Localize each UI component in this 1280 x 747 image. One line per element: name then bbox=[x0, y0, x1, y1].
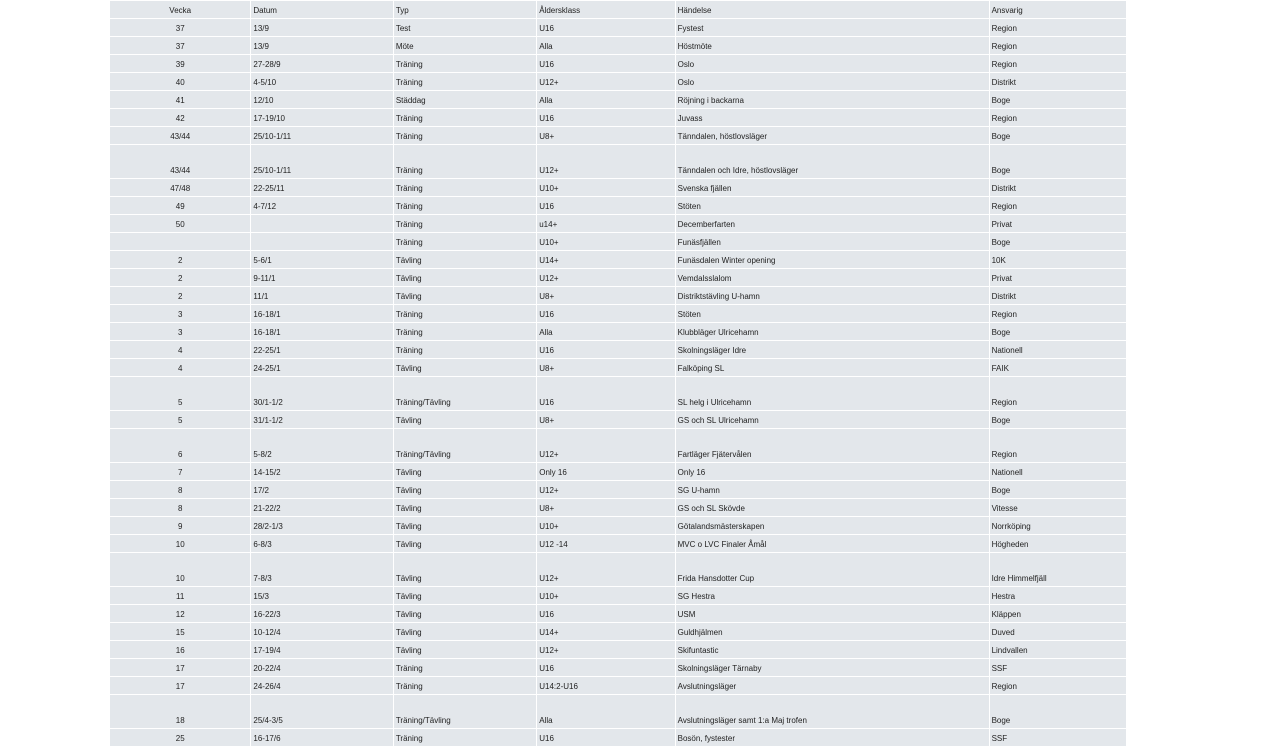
table-row bbox=[110, 37, 1126, 54]
header-handelse: Händelse bbox=[676, 1, 989, 18]
cell-handelse: Klubbläger Ulricehamn bbox=[676, 323, 989, 340]
cell-typ: Träning bbox=[394, 215, 536, 232]
cell-handelse: Avslutningsläger bbox=[676, 677, 989, 694]
cell-typ: Tävling bbox=[394, 411, 536, 428]
cell-datum: 16-17/6 bbox=[251, 729, 392, 746]
cell-ansvarig: Region bbox=[990, 55, 1126, 72]
cell-datum: 25/10-1/11 bbox=[251, 127, 392, 144]
cell-handelse: Skifuntastic bbox=[676, 641, 989, 658]
cell-handelse: SG Hestra bbox=[676, 587, 989, 604]
table-row bbox=[110, 481, 1126, 498]
cell-vecka: 8 bbox=[110, 499, 250, 516]
cell-aldersklass: Alla bbox=[537, 323, 674, 340]
cell-ansvarig: SSF bbox=[990, 659, 1126, 676]
cell-vecka: 7 bbox=[110, 463, 250, 480]
cell-datum: 4-7/12 bbox=[251, 197, 392, 214]
cell-vecka: 43/44 bbox=[110, 145, 250, 178]
cell-handelse: Svenska fjällen bbox=[676, 179, 989, 196]
cell-ansvarig: Region bbox=[990, 109, 1126, 126]
table-row bbox=[110, 145, 1126, 178]
cell-aldersklass: U8+ bbox=[537, 499, 674, 516]
table-row bbox=[110, 109, 1126, 126]
cell-vecka: 37 bbox=[110, 37, 250, 54]
cell-aldersklass: Only 16 bbox=[537, 463, 674, 480]
cell-vecka: 37 bbox=[110, 19, 250, 36]
cell-ansvarig: Boge bbox=[990, 145, 1126, 178]
cell-datum: 16-18/1 bbox=[251, 323, 392, 340]
cell-aldersklass: U8+ bbox=[537, 287, 674, 304]
table-row bbox=[110, 305, 1126, 322]
cell-handelse: Skolningsläger Tärnaby bbox=[676, 659, 989, 676]
cell-datum: 10-12/4 bbox=[251, 623, 392, 640]
table-row bbox=[110, 269, 1126, 286]
cell-typ: Träning bbox=[394, 73, 536, 90]
cell-datum: 22-25/11 bbox=[251, 179, 392, 196]
table-row bbox=[110, 553, 1126, 586]
cell-typ: Möte bbox=[394, 37, 536, 54]
cell-vecka bbox=[110, 233, 250, 250]
cell-datum: 6-8/3 bbox=[251, 535, 392, 552]
cell-aldersklass: U16 bbox=[537, 109, 674, 126]
cell-typ: Tävling bbox=[394, 251, 536, 268]
cell-handelse: Tänndalen, höstlovsläger bbox=[676, 127, 989, 144]
table-row bbox=[110, 587, 1126, 604]
cell-aldersklass: U16 bbox=[537, 19, 674, 36]
cell-aldersklass: U12+ bbox=[537, 145, 674, 178]
cell-vecka: 4 bbox=[110, 359, 250, 376]
cell-handelse: Falköping SL bbox=[676, 359, 989, 376]
schedule-table bbox=[109, 0, 1127, 747]
cell-vecka: 10 bbox=[110, 535, 250, 552]
header-aldersklass: Åldersklass bbox=[537, 1, 674, 18]
table-row bbox=[110, 197, 1126, 214]
cell-typ: Träning bbox=[394, 305, 536, 322]
table-row bbox=[110, 517, 1126, 534]
cell-ansvarig: Region bbox=[990, 19, 1126, 36]
cell-vecka: 49 bbox=[110, 197, 250, 214]
cell-typ: Träning bbox=[394, 677, 536, 694]
cell-aldersklass: U16 bbox=[537, 729, 674, 746]
cell-typ: Träning bbox=[394, 55, 536, 72]
cell-handelse: Vemdalsslalom bbox=[676, 269, 989, 286]
table-row bbox=[110, 605, 1126, 622]
cell-ansvarig: Boge bbox=[990, 695, 1126, 728]
cell-typ: Tävling bbox=[394, 269, 536, 286]
cell-handelse: Röjning i backarna bbox=[676, 91, 989, 108]
cell-typ: Träning bbox=[394, 179, 536, 196]
cell-vecka: 47/48 bbox=[110, 179, 250, 196]
cell-aldersklass: U12+ bbox=[537, 553, 674, 586]
cell-ansvarig: Boge bbox=[990, 127, 1126, 144]
cell-ansvarig: Boge bbox=[990, 233, 1126, 250]
cell-aldersklass: u14+ bbox=[537, 215, 674, 232]
cell-typ: Träning bbox=[394, 233, 536, 250]
cell-datum: 21-22/2 bbox=[251, 499, 392, 516]
cell-handelse: Skolningsläger Idre bbox=[676, 341, 989, 358]
cell-aldersklass: U16 bbox=[537, 659, 674, 676]
cell-datum: 24-25/1 bbox=[251, 359, 392, 376]
cell-vecka: 17 bbox=[110, 677, 250, 694]
cell-vecka: 5 bbox=[110, 377, 250, 410]
cell-datum: 17-19/10 bbox=[251, 109, 392, 126]
cell-vecka: 11 bbox=[110, 587, 250, 604]
cell-handelse: Funäsfjällen bbox=[676, 233, 989, 250]
cell-typ: Träning/Tävling bbox=[394, 695, 536, 728]
cell-handelse: Oslo bbox=[676, 55, 989, 72]
table-row bbox=[110, 499, 1126, 516]
header-ansvarig: Ansvarig bbox=[990, 1, 1126, 18]
cell-datum: 5-8/2 bbox=[251, 429, 392, 462]
cell-aldersklass: Alla bbox=[537, 37, 674, 54]
cell-ansvarig: Region bbox=[990, 197, 1126, 214]
schedule-sheet bbox=[109, 0, 1127, 743]
table-row bbox=[110, 323, 1126, 340]
cell-ansvarig: Högheden bbox=[990, 535, 1126, 552]
header-datum: Datum bbox=[251, 1, 392, 18]
table-row bbox=[110, 73, 1126, 90]
cell-typ: Tävling bbox=[394, 481, 536, 498]
cell-handelse: Avslutningsläger samt 1:a Maj trofen bbox=[676, 695, 989, 728]
cell-handelse: Oslo bbox=[676, 73, 989, 90]
cell-vecka: 8 bbox=[110, 481, 250, 498]
cell-ansvarig: Boge bbox=[990, 323, 1126, 340]
cell-handelse: Götalandsmästerskapen bbox=[676, 517, 989, 534]
cell-typ: Tävling bbox=[394, 553, 536, 586]
cell-vecka: 42 bbox=[110, 109, 250, 126]
cell-vecka: 10 bbox=[110, 553, 250, 586]
cell-aldersklass: U16 bbox=[537, 305, 674, 322]
cell-typ: Tävling bbox=[394, 587, 536, 604]
cell-handelse: MVC o LVC Finaler Åmål bbox=[676, 535, 989, 552]
cell-typ: Träning bbox=[394, 197, 536, 214]
cell-vecka: 2 bbox=[110, 269, 250, 286]
cell-aldersklass: U14+ bbox=[537, 251, 674, 268]
cell-aldersklass: U8+ bbox=[537, 127, 674, 144]
table-row bbox=[110, 179, 1126, 196]
table-row bbox=[110, 377, 1126, 410]
cell-aldersklass: U10+ bbox=[537, 233, 674, 250]
cell-typ: Tävling bbox=[394, 287, 536, 304]
cell-typ: Träning bbox=[394, 659, 536, 676]
cell-ansvarig: Distrikt bbox=[990, 179, 1126, 196]
cell-datum: 22-25/1 bbox=[251, 341, 392, 358]
table-row bbox=[110, 729, 1126, 746]
cell-ansvarig: Hestra bbox=[990, 587, 1126, 604]
cell-datum: 25/10-1/11 bbox=[251, 145, 392, 178]
cell-aldersklass: U14:2-U16 bbox=[537, 677, 674, 694]
cell-typ: Tävling bbox=[394, 605, 536, 622]
table-row bbox=[110, 251, 1126, 268]
table-row bbox=[110, 411, 1126, 428]
cell-aldersklass: U12 -14 bbox=[537, 535, 674, 552]
cell-handelse: Juvass bbox=[676, 109, 989, 126]
cell-vecka: 3 bbox=[110, 323, 250, 340]
table-row bbox=[110, 695, 1126, 728]
cell-datum: 13/9 bbox=[251, 37, 392, 54]
cell-typ: Test bbox=[394, 19, 536, 36]
cell-ansvarig: Privat bbox=[990, 269, 1126, 286]
cell-ansvarig: Region bbox=[990, 305, 1126, 322]
cell-aldersklass: U16 bbox=[537, 605, 674, 622]
cell-handelse: GS och SL Ulricehamn bbox=[676, 411, 989, 428]
cell-vecka: 6 bbox=[110, 429, 250, 462]
cell-aldersklass: U12+ bbox=[537, 481, 674, 498]
cell-vecka: 2 bbox=[110, 251, 250, 268]
cell-handelse: Fystest bbox=[676, 19, 989, 36]
cell-aldersklass: U12+ bbox=[537, 73, 674, 90]
cell-vecka: 12 bbox=[110, 605, 250, 622]
cell-typ: Tävling bbox=[394, 623, 536, 640]
cell-datum: 28/2-1/3 bbox=[251, 517, 392, 534]
cell-handelse: Stöten bbox=[676, 305, 989, 322]
cell-handelse: Funäsdalen Winter opening bbox=[676, 251, 989, 268]
cell-vecka: 43/44 bbox=[110, 127, 250, 144]
cell-ansvarig: Region bbox=[990, 429, 1126, 462]
cell-aldersklass: Alla bbox=[537, 695, 674, 728]
cell-datum: 25/4-3/5 bbox=[251, 695, 392, 728]
cell-aldersklass: U10+ bbox=[537, 517, 674, 534]
cell-typ: Tävling bbox=[394, 359, 536, 376]
cell-datum: 20-22/4 bbox=[251, 659, 392, 676]
cell-typ: Träning bbox=[394, 109, 536, 126]
cell-handelse: SL helg i Ulricehamn bbox=[676, 377, 989, 410]
cell-datum: 17/2 bbox=[251, 481, 392, 498]
table-row bbox=[110, 359, 1126, 376]
table-row bbox=[110, 535, 1126, 552]
cell-handelse: Distriktstävling U-hamn bbox=[676, 287, 989, 304]
cell-handelse: Only 16 bbox=[676, 463, 989, 480]
cell-ansvarig: Region bbox=[990, 677, 1126, 694]
table-row bbox=[110, 287, 1126, 304]
cell-typ: Träning bbox=[394, 729, 536, 746]
cell-handelse: Stöten bbox=[676, 197, 989, 214]
cell-vecka: 39 bbox=[110, 55, 250, 72]
cell-ansvarig: Duved bbox=[990, 623, 1126, 640]
cell-ansvarig: Privat bbox=[990, 215, 1126, 232]
cell-aldersklass: U16 bbox=[537, 55, 674, 72]
cell-vecka: 9 bbox=[110, 517, 250, 534]
header-vecka: Vecka bbox=[110, 1, 250, 18]
cell-handelse: SG U-hamn bbox=[676, 481, 989, 498]
cell-aldersklass: U10+ bbox=[537, 587, 674, 604]
cell-aldersklass: U12+ bbox=[537, 429, 674, 462]
cell-handelse: Guldhjälmen bbox=[676, 623, 989, 640]
cell-datum bbox=[251, 233, 392, 250]
cell-datum: 14-15/2 bbox=[251, 463, 392, 480]
cell-typ: Tävling bbox=[394, 535, 536, 552]
cell-handelse: Fartläger Fjätervålen bbox=[676, 429, 989, 462]
cell-vecka: 5 bbox=[110, 411, 250, 428]
cell-aldersklass: U16 bbox=[537, 197, 674, 214]
cell-aldersklass: U8+ bbox=[537, 411, 674, 428]
cell-datum: 24-26/4 bbox=[251, 677, 392, 694]
cell-datum: 31/1-1/2 bbox=[251, 411, 392, 428]
table-row bbox=[110, 623, 1126, 640]
cell-aldersklass: Alla bbox=[537, 91, 674, 108]
cell-ansvarig: Nationell bbox=[990, 341, 1126, 358]
table-row bbox=[110, 55, 1126, 72]
cell-aldersklass: U14+ bbox=[537, 623, 674, 640]
cell-ansvarig: 10K bbox=[990, 251, 1126, 268]
cell-vecka: 4 bbox=[110, 341, 250, 358]
cell-vecka: 41 bbox=[110, 91, 250, 108]
table-row bbox=[110, 215, 1126, 232]
cell-aldersklass: U16 bbox=[537, 377, 674, 410]
cell-handelse: Tänndalen och Idre, höstlovsläger bbox=[676, 145, 989, 178]
cell-vecka: 50 bbox=[110, 215, 250, 232]
cell-datum bbox=[251, 215, 392, 232]
cell-datum: 13/9 bbox=[251, 19, 392, 36]
cell-datum: 15/3 bbox=[251, 587, 392, 604]
table-row bbox=[110, 463, 1126, 480]
table-row bbox=[110, 429, 1126, 462]
cell-typ: Tävling bbox=[394, 641, 536, 658]
cell-vecka: 2 bbox=[110, 287, 250, 304]
cell-datum: 5-6/1 bbox=[251, 251, 392, 268]
table-row bbox=[110, 19, 1126, 36]
cell-handelse: Bosön, fystester bbox=[676, 729, 989, 746]
cell-ansvarig: Nationell bbox=[990, 463, 1126, 480]
cell-datum: 11/1 bbox=[251, 287, 392, 304]
table-row bbox=[110, 641, 1126, 658]
cell-ansvarig: Boge bbox=[990, 411, 1126, 428]
cell-aldersklass: U16 bbox=[537, 341, 674, 358]
cell-vecka: 3 bbox=[110, 305, 250, 322]
cell-typ: Tävling bbox=[394, 517, 536, 534]
cell-ansvarig: Kläppen bbox=[990, 605, 1126, 622]
cell-typ: Tävling bbox=[394, 499, 536, 516]
cell-datum: 16-22/3 bbox=[251, 605, 392, 622]
cell-ansvarig: Region bbox=[990, 37, 1126, 54]
table-row bbox=[110, 659, 1126, 676]
cell-vecka: 40 bbox=[110, 73, 250, 90]
cell-typ: Tävling bbox=[394, 463, 536, 480]
cell-ansvarig: Lindvallen bbox=[990, 641, 1126, 658]
cell-datum: 7-8/3 bbox=[251, 553, 392, 586]
cell-datum: 9-11/1 bbox=[251, 269, 392, 286]
cell-datum: 17-19/4 bbox=[251, 641, 392, 658]
table-row bbox=[110, 677, 1126, 694]
cell-aldersklass: U12+ bbox=[537, 269, 674, 286]
cell-datum: 27-28/9 bbox=[251, 55, 392, 72]
cell-ansvarig: Distrikt bbox=[990, 287, 1126, 304]
cell-datum: 30/1-1/2 bbox=[251, 377, 392, 410]
cell-ansvarig: SSF bbox=[990, 729, 1126, 746]
table-row bbox=[110, 233, 1126, 250]
cell-ansvarig: Vitesse bbox=[990, 499, 1126, 516]
cell-datum: 12/10 bbox=[251, 91, 392, 108]
cell-handelse: USM bbox=[676, 605, 989, 622]
header-typ: Typ bbox=[394, 1, 536, 18]
cell-ansvarig: Boge bbox=[990, 91, 1126, 108]
cell-ansvarig: Distrikt bbox=[990, 73, 1126, 90]
table-row bbox=[110, 91, 1126, 108]
cell-typ: Träning/Tävling bbox=[394, 377, 536, 410]
cell-vecka: 17 bbox=[110, 659, 250, 676]
cell-typ: Träning bbox=[394, 341, 536, 358]
cell-handelse: Höstmöte bbox=[676, 37, 989, 54]
cell-ansvarig: FAIK bbox=[990, 359, 1126, 376]
cell-handelse: GS och SL Skövde bbox=[676, 499, 989, 516]
cell-typ: Städdag bbox=[394, 91, 536, 108]
table-row bbox=[110, 127, 1126, 144]
cell-ansvarig: Boge bbox=[990, 481, 1126, 498]
cell-vecka: 15 bbox=[110, 623, 250, 640]
cell-vecka: 16 bbox=[110, 641, 250, 658]
cell-aldersklass: U10+ bbox=[537, 179, 674, 196]
cell-typ: Träning bbox=[394, 145, 536, 178]
cell-aldersklass: U8+ bbox=[537, 359, 674, 376]
cell-ansvarig: Norrköping bbox=[990, 517, 1126, 534]
cell-aldersklass: U12+ bbox=[537, 641, 674, 658]
cell-typ: Träning bbox=[394, 323, 536, 340]
cell-vecka: 25 bbox=[110, 729, 250, 746]
header-row bbox=[110, 1, 1126, 18]
cell-typ: Träning/Tävling bbox=[394, 429, 536, 462]
cell-datum: 4-5/10 bbox=[251, 73, 392, 90]
cell-datum: 16-18/1 bbox=[251, 305, 392, 322]
cell-handelse: Frida Hansdotter Cup bbox=[676, 553, 989, 586]
table-row bbox=[110, 341, 1126, 358]
cell-ansvarig: Idre Himmelfjäll bbox=[990, 553, 1126, 586]
cell-vecka: 18 bbox=[110, 695, 250, 728]
cell-handelse: Decemberfarten bbox=[676, 215, 989, 232]
cell-typ: Träning bbox=[394, 127, 536, 144]
cell-ansvarig: Region bbox=[990, 377, 1126, 410]
